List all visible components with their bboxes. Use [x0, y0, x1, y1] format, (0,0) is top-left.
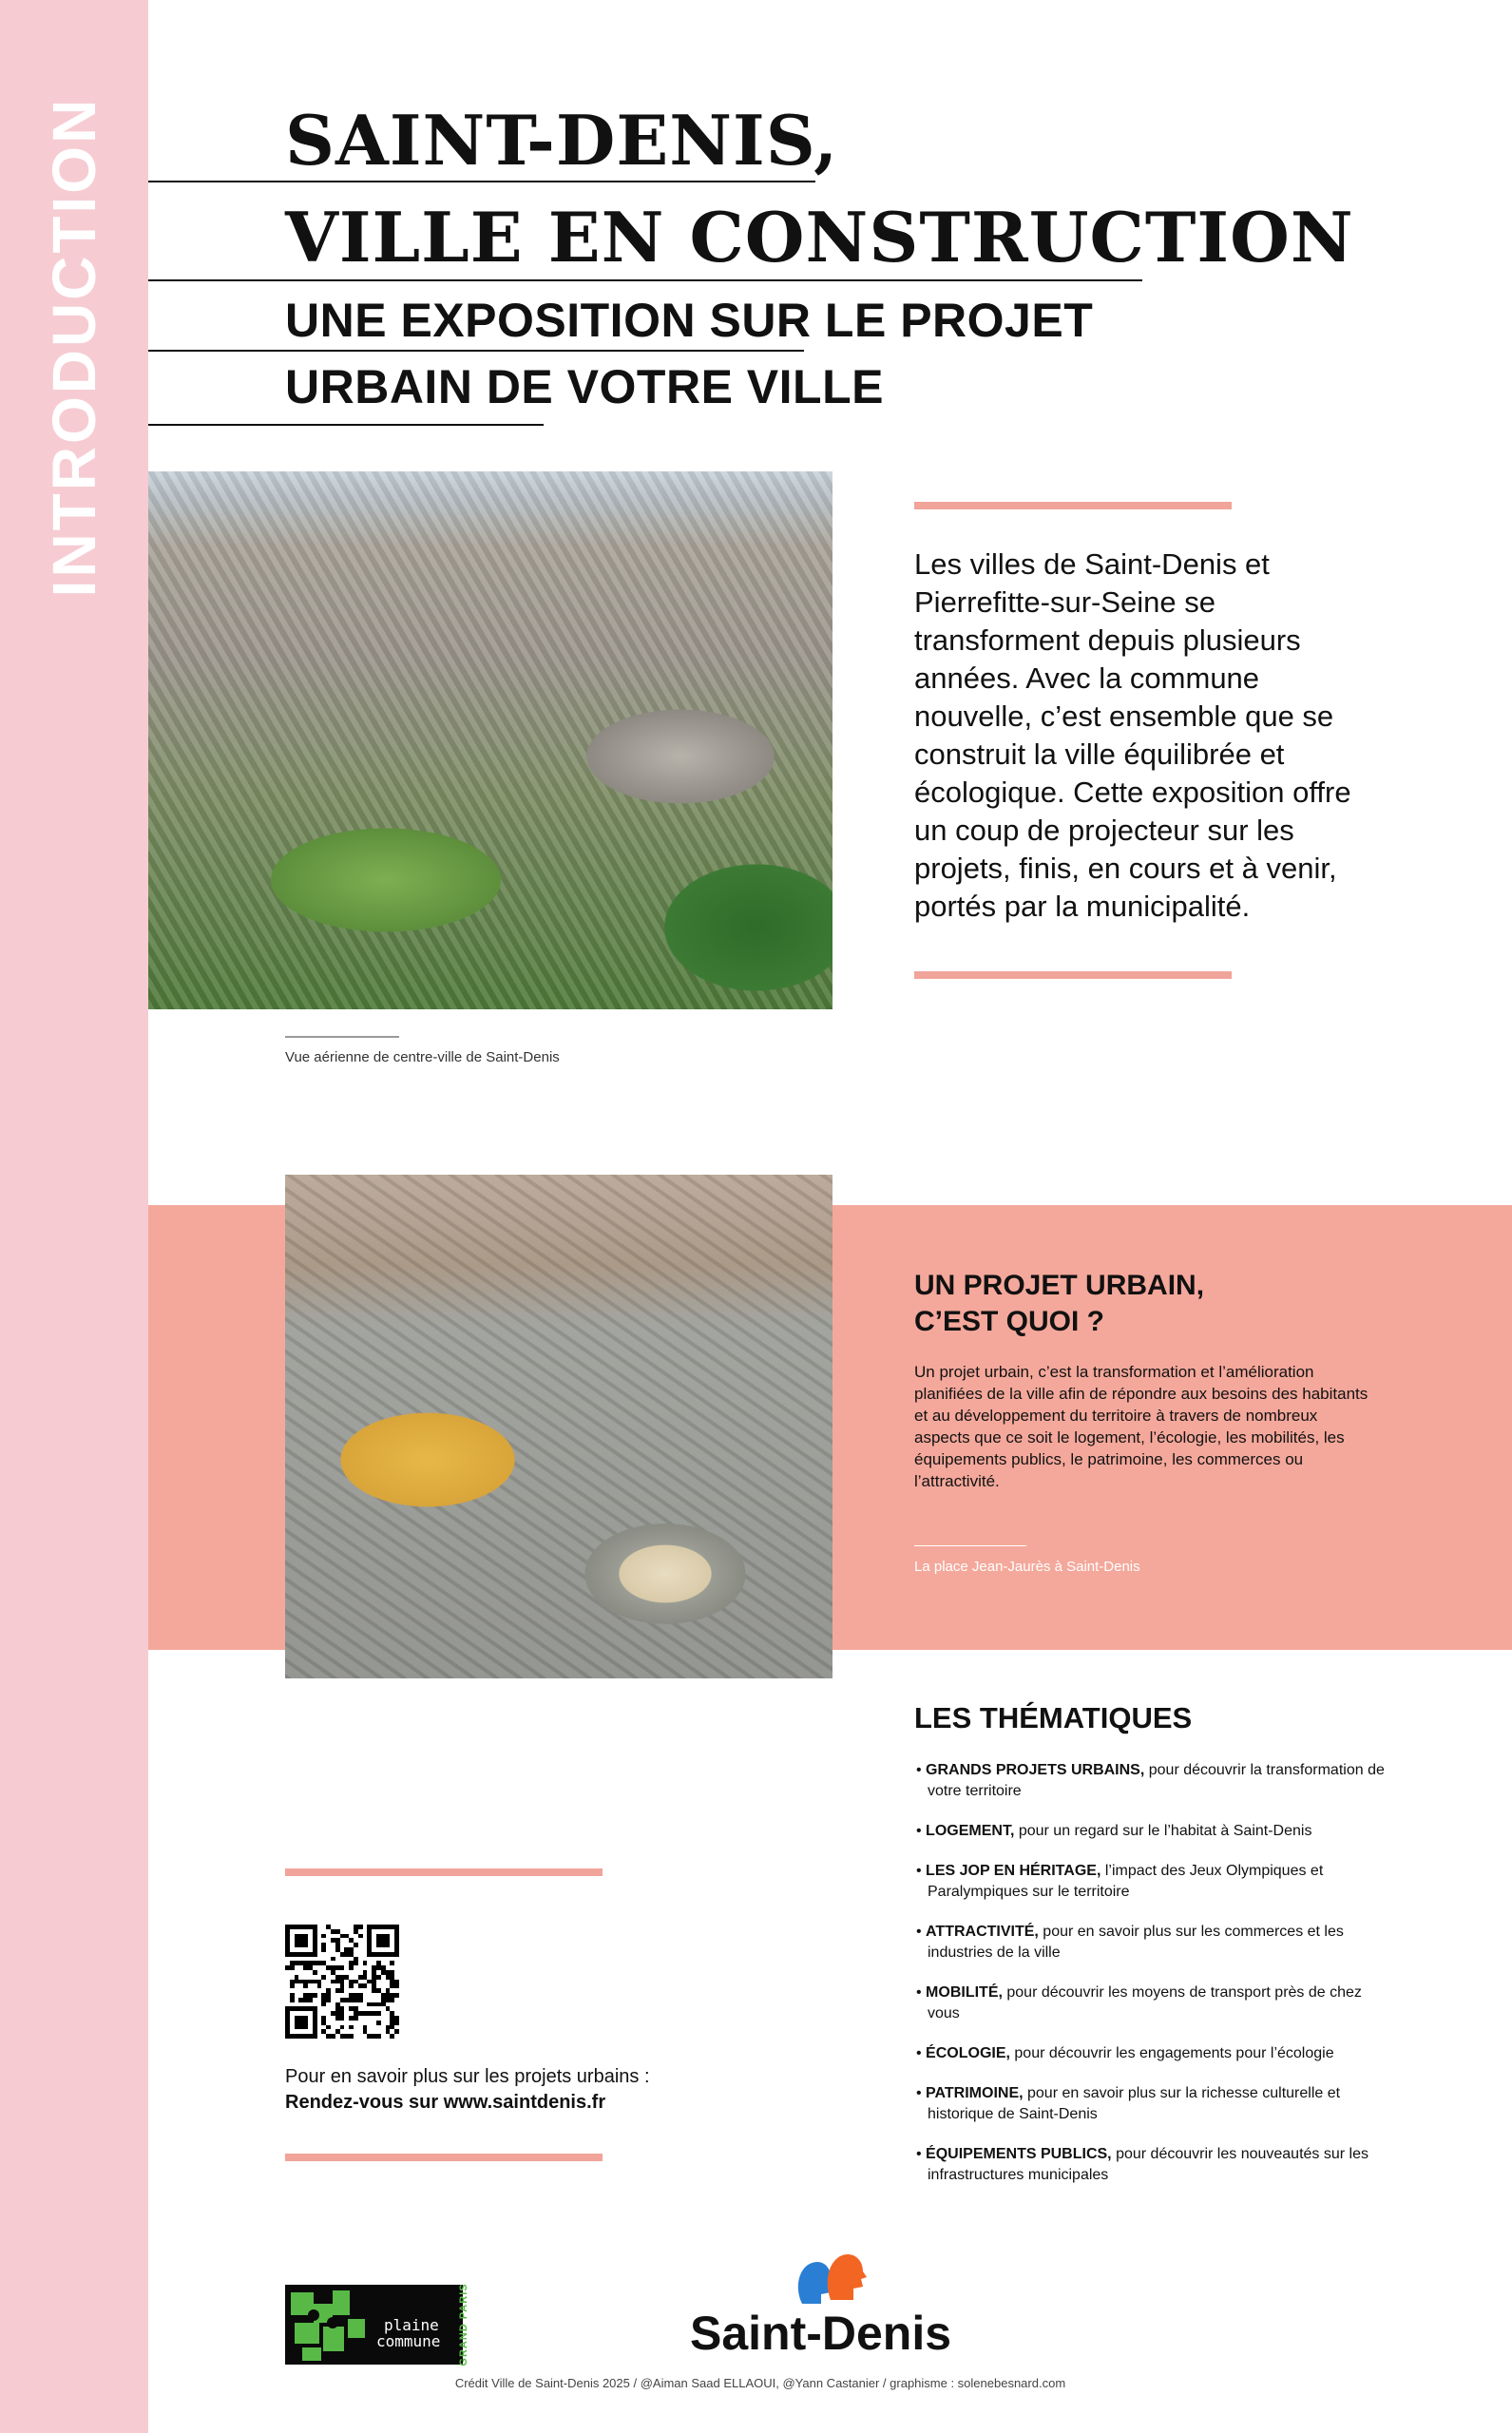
qr-module	[313, 1925, 317, 1957]
plaine-commune-word-1: plaine	[384, 2316, 439, 2334]
credits: Crédit Ville de Saint-Denis 2025 / @Aiman Saad ELLAOUI, @Yann Castanier / graphisme : solenebesnard.com	[454, 2376, 1066, 2390]
qr-module	[308, 1998, 313, 2002]
grand-paris-text: GRAND PARIS	[458, 2283, 469, 2366]
projet-photo-caption: La place Jean-Jaurès à Saint-Denis	[914, 1559, 1140, 1575]
qr-module	[321, 1947, 326, 1952]
qr-module	[285, 2006, 290, 2039]
title-rule-1	[148, 181, 815, 182]
saint-denis-logo	[690, 2247, 975, 2361]
qr-module	[376, 2034, 381, 2039]
qr-module	[290, 1965, 295, 1970]
theme-item: • MOBILITÉ, pour découvrir les moyens de transport près de chez vous	[916, 1984, 1362, 2021]
qr-module	[358, 1925, 363, 1929]
qr-module	[376, 2011, 381, 2016]
qr-module	[313, 2006, 317, 2039]
subtitle-line-2: URBAIN DE VOTRE VILLE	[285, 360, 884, 413]
plaine-commune-wordmark	[376, 2317, 440, 2349]
theme-item: • PATRIMOINE, pour en savoir plus sur la richesse culturelle et historique de Saint-Denis	[916, 2085, 1341, 2122]
caption-rule	[285, 1036, 399, 1038]
qr-module	[376, 2021, 381, 2025]
qr-module	[376, 1975, 381, 1980]
projet-text: Un projet urbain, c’est la transformation et l’amélioration planifiées de la ville afin de répondre aux besoins des habitants et au développement du territoire à travers de nombreux aspects que ce soit le logement, l’écologie, les mobilités, les équipements publics, le patrimoine, les commerces ou l’attractivité.	[914, 1363, 1368, 1490]
intro-text: Les villes de Saint-Denis et Pierrefitte-sur-Seine se transforment depuis plusieurs années. Avec la commune nouvelle, c’est ensemble que se construit la ville équilibrée et écologique. Cette exposition offre un coup de projecteur sur les projets, finis, en cours et à venir, portés par la municipalité.	[914, 547, 1351, 923]
title-rule-2	[148, 279, 1142, 281]
qr-module	[363, 1961, 368, 1965]
info-accent-bar-bottom	[285, 2154, 603, 2161]
qr-module	[390, 1961, 394, 1965]
plaine-commune-logo	[285, 2285, 463, 2365]
qr-module	[326, 2025, 331, 2030]
website-link[interactable]: Rendez-vous sur www.saintdenis.fr	[285, 2092, 606, 2113]
qr-module	[354, 1961, 358, 1965]
info-text	[285, 2064, 650, 2116]
projet-heading	[914, 1268, 1204, 1340]
thematiques-heading: LES THÉMATIQUES	[914, 1701, 1193, 1734]
qr-module	[321, 1975, 326, 1980]
saint-denis-wordmark: Saint-Denis	[690, 2307, 952, 2360]
qr-module	[354, 1943, 358, 1947]
qr-module	[390, 1998, 394, 2002]
place-jean-jaures-photo	[285, 1175, 833, 1678]
qr-module	[317, 1983, 322, 1988]
title-line-1: SAINT-DENIS,	[285, 100, 839, 181]
qr-module	[358, 1934, 363, 1939]
qr-module	[376, 1934, 390, 1947]
qr-module	[295, 1934, 308, 1947]
projet-heading-line-1: UN PROJET URBAIN,	[914, 1270, 1205, 1301]
info-accent-bar-top	[285, 1868, 603, 1876]
qr-module	[321, 2002, 326, 2007]
qr-module	[340, 1988, 345, 1993]
subtitle-rule-1	[148, 350, 804, 352]
qr-module	[363, 1983, 368, 1988]
qr-module	[340, 2016, 345, 2021]
aerial-photo	[148, 471, 833, 1009]
qr-module	[394, 2021, 399, 2025]
qr-module	[394, 2029, 399, 2034]
aerial-photo-caption: Vue aérienne de centre-ville de Saint-Denis	[285, 1049, 560, 1065]
qr-module	[349, 2025, 354, 2030]
qr-module	[331, 1957, 335, 1962]
section-label	[0, 95, 148, 599]
grand-paris-label	[454, 2285, 473, 2365]
qr-module	[326, 1998, 331, 2002]
qr-module	[340, 2025, 345, 2030]
theme-item: • LES JOP EN HÉRITAGE, l’impact des Jeux Olympiques et Paralympiques sur le territoire	[916, 1863, 1324, 1900]
qr-code[interactable]	[285, 1925, 399, 2039]
qr-module	[331, 2034, 335, 2039]
qr-module	[313, 1970, 317, 1975]
theme-item: • GRANDS PROJETS URBAINS, pour découvrir la transformation de votre territoire	[916, 1762, 1385, 1799]
qr-module	[313, 1993, 317, 1998]
theme-item: • LOGEMENT, pour un regard sur le l’habitat à Saint-Denis	[916, 1823, 1312, 1839]
section-label-text: INTRODUCTION	[40, 96, 108, 598]
qr-module	[394, 1925, 399, 1957]
qr-module	[367, 1925, 372, 1957]
info-line-1: Pour en savoir plus sur les projets urbains :	[285, 2066, 650, 2087]
qr-module	[303, 1983, 308, 1988]
qr-module	[349, 1983, 354, 1988]
qr-module	[394, 1993, 399, 1998]
subtitle-rule-2	[148, 424, 544, 426]
saint-denis-faces-icon	[793, 2247, 872, 2306]
theme-item: • ÉCOLOGIE, pour découvrir les engagements pour l’écologie	[916, 2045, 1334, 2061]
qr-module	[285, 1925, 290, 1957]
qr-module	[321, 1934, 326, 1939]
qr-module	[358, 1998, 363, 2002]
qr-module	[290, 1998, 295, 2002]
qr-module	[290, 1983, 295, 1988]
qr-module	[340, 1965, 345, 1970]
qr-module	[349, 2034, 354, 2039]
projet-heading-line-2: C’EST QUOI ?	[914, 1306, 1105, 1337]
title-line-2: VILLE EN CONSTRUCTION	[285, 197, 1354, 278]
thematiques	[914, 1701, 1389, 2205]
qr-module	[354, 2016, 358, 2021]
theme-item: • ÉQUIPEMENTS PUBLICS, pour découvrir les nouveautés sur les infrastructures municipales	[916, 2146, 1368, 2183]
qr-module	[394, 1983, 399, 1988]
subtitle-line-1: UNE EXPOSITION SUR LE PROJET	[285, 294, 1094, 347]
intro-accent-bar-bottom	[914, 971, 1232, 979]
projet-caption-rule	[914, 1545, 1026, 1546]
qr-module	[390, 2034, 394, 2039]
thematiques-list	[914, 1760, 1389, 2186]
intro-accent-bar-top	[914, 502, 1232, 509]
theme-item: • ATTRACTIVITÉ, pour en savoir plus sur les commerces et les industries de la ville	[916, 1924, 1344, 1961]
qr-module	[349, 1965, 354, 1970]
qr-module	[295, 2016, 308, 2029]
plaine-commune-word-2: commune	[376, 2332, 441, 2350]
